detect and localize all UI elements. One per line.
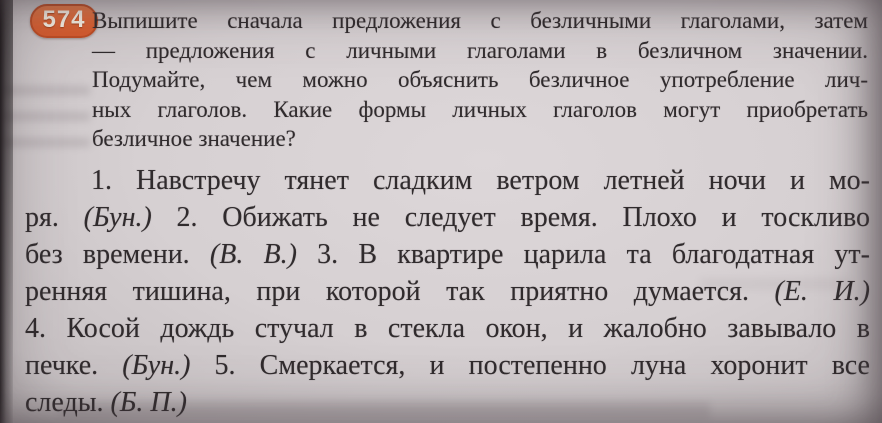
text-line (92, 95, 868, 125)
text-line (25, 273, 870, 310)
text-line (92, 65, 868, 95)
exercise-number: 574 (42, 6, 86, 33)
exercise-instruction (92, 6, 868, 154)
text-segment: 5. Смеркается, и постепенно луна хоронит все (190, 350, 870, 381)
text-segment: печке. (25, 350, 123, 381)
text-segment: 1. Навстречу тянет сладким ветром летней ночи и мо- (91, 165, 870, 196)
text-segment: (Е. И.) (774, 276, 870, 307)
text-segment: (Б. П.) (110, 387, 187, 418)
text-line (25, 236, 870, 273)
text-segment: (В. В.) (209, 239, 297, 270)
text-segment: следы. (25, 387, 111, 418)
text-line (25, 310, 870, 347)
text-segment: 4. Косой дождь стучал в стекла окон, и жалобно завывало в (25, 313, 870, 344)
text-segment: безличное значение? (92, 126, 296, 151)
text-line (25, 347, 870, 384)
text-segment: ных глаголов. Какие формы личных глаголов могут приобретать (92, 96, 868, 122)
exercise-number-badge (30, 4, 98, 38)
text-segment: ря. (25, 202, 84, 233)
text-segment: (Бун.) (122, 350, 191, 381)
text-segment: — предложения с личными глаголами в безличном значении. (92, 37, 868, 63)
text-segment: (Бун.) (83, 202, 152, 233)
exercise-sentences (25, 162, 870, 421)
text-segment: без времени. (25, 239, 210, 270)
text-segment: Выпишите сначала предложения с безличными глаголами, затем (92, 8, 868, 33)
text-segment: Подумайте, чем можно объяснить безличное употребление лич- (92, 67, 868, 92)
text-line (25, 384, 870, 421)
text-line (25, 162, 870, 199)
text-line (25, 199, 870, 236)
text-line (92, 36, 868, 66)
text-line (92, 6, 868, 36)
text-segment: 3. В квартире царила та благодатная ут- (296, 239, 870, 270)
page-edge-shadow (0, 0, 13, 423)
text-segment: 2. Обижать не следует время. Плохо и тоскливо (151, 202, 870, 233)
text-segment: ренняя тишина, при которой так приятно думается. (25, 276, 775, 307)
text-line (92, 124, 868, 154)
bleed-through-artifact (2, 86, 90, 162)
